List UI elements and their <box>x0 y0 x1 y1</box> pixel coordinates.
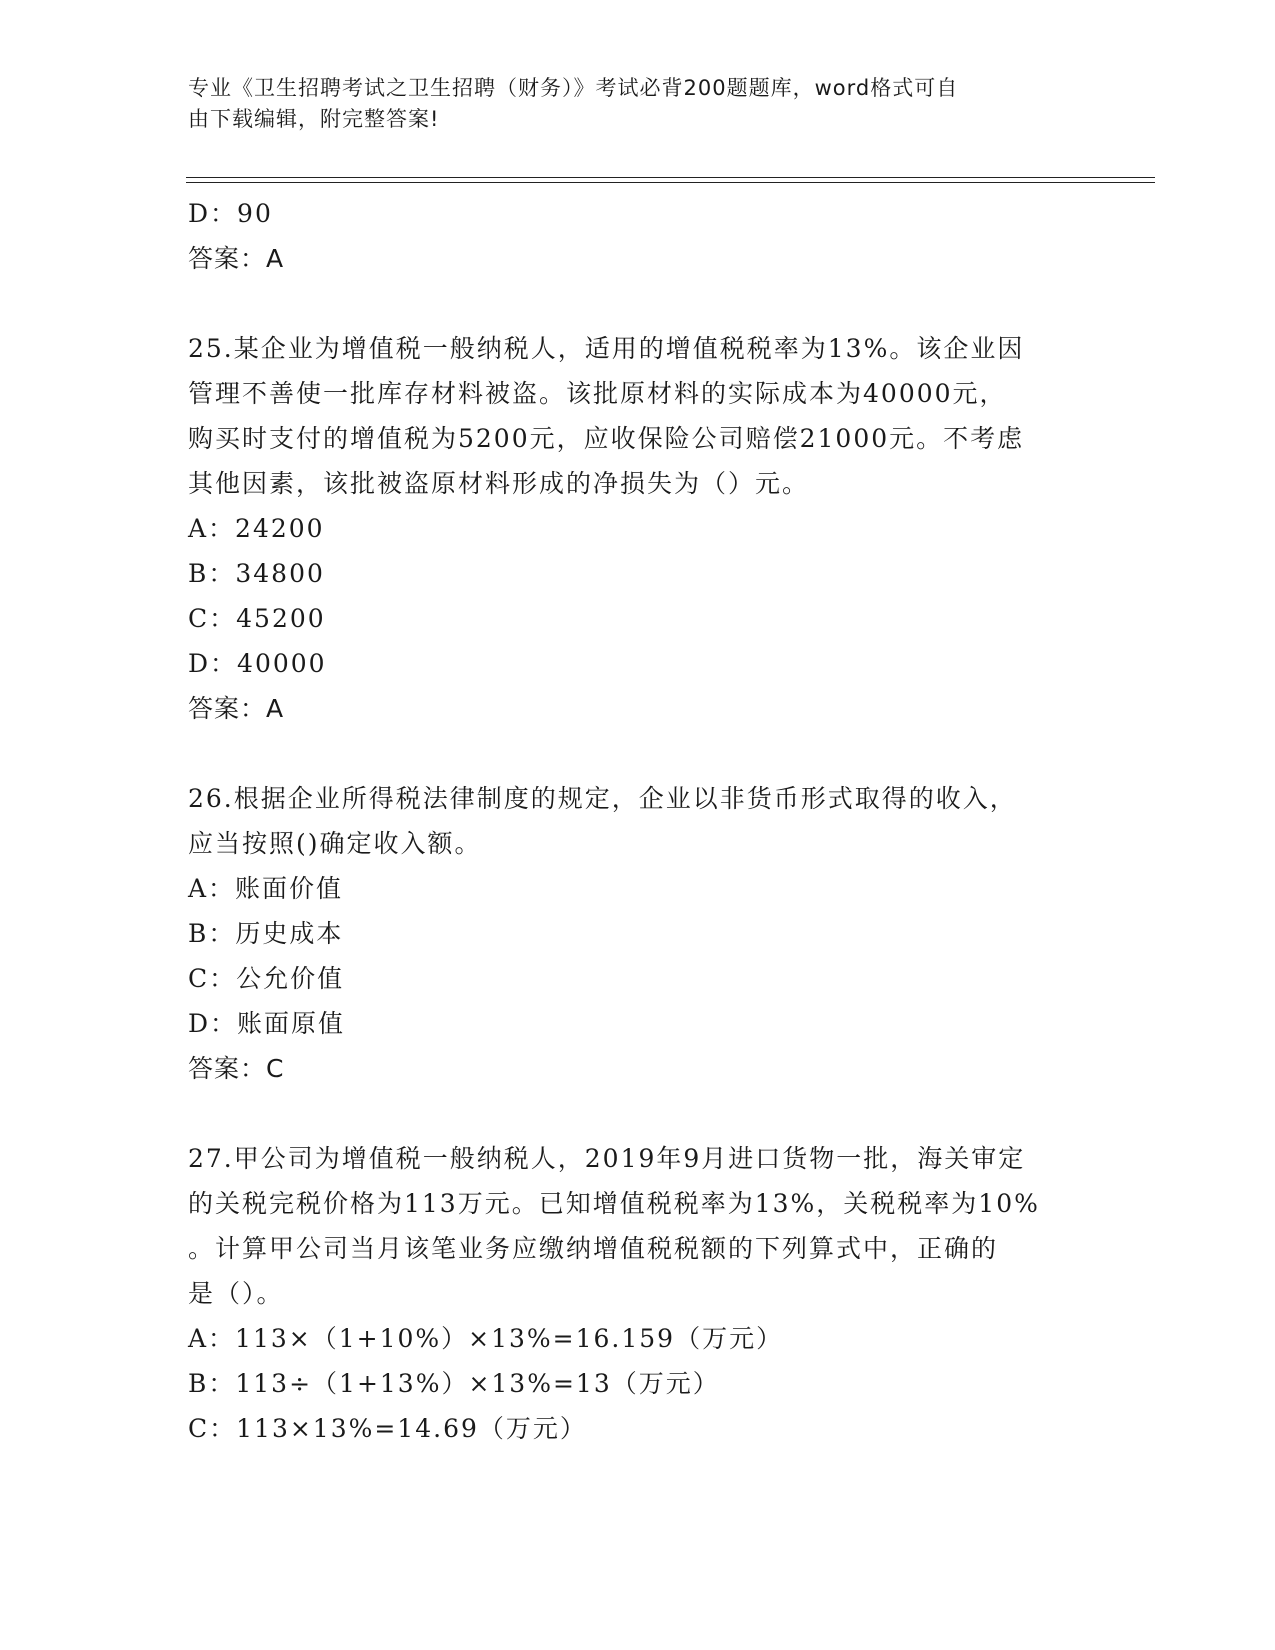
question-26 <box>188 776 1088 1091</box>
option-b: B：历史成本 <box>188 919 344 948</box>
option-a: A：账面价值 <box>188 874 344 903</box>
question-stem-line: 。计算甲公司当月该笔业务应缴纳增值税税额的下列算式中，正确的 <box>188 1234 999 1263</box>
question-25 <box>188 326 1088 731</box>
question-stem-line: 其他因素，该批被盗原材料形成的净损失为（）元。 <box>188 469 810 498</box>
header-divider-bottom <box>186 182 1155 183</box>
question-stem-line: 应当按照()确定收入额。 <box>188 829 482 858</box>
answer-line: 答案：A <box>188 694 285 723</box>
question-stem-line: 是（）。 <box>188 1279 284 1308</box>
option-d: D：40000 <box>188 649 327 678</box>
option-b: B：34800 <box>188 559 325 588</box>
question-stem-line: 26.根据企业所得税法律制度的规定，企业以非货币形式取得的收入， <box>188 784 1017 813</box>
question-stem-line: 的关税完税价格为113万元。已知增值税税率为13%，关税税率为10% <box>188 1189 1040 1218</box>
option-a: A：113×（1+10%）×13%=16.159（万元） <box>188 1324 784 1353</box>
option-c: C：45200 <box>188 604 326 633</box>
option-c: C：113×13%=14.69（万元） <box>188 1414 587 1443</box>
option-c: C：公允价值 <box>188 964 345 993</box>
spacer <box>188 1091 1088 1136</box>
question-27 <box>188 1136 1088 1451</box>
option-d: D：90 <box>188 199 273 228</box>
answer-line: 答案：C <box>188 1054 285 1083</box>
option-b: B：113÷（1+13%）×13%=13（万元） <box>188 1369 720 1398</box>
question-stem-line: 27.甲公司为增值税一般纳税人，2019年9月进口货物一批，海关审定 <box>188 1144 1026 1173</box>
answer-line: 答案：A <box>188 244 285 273</box>
question-stem-line: 购买时支付的增值税为5200元，应收保险公司赔偿21000元。不考虑 <box>188 424 1025 453</box>
header-line-2: 由下载编辑，附完整答案! <box>188 107 440 131</box>
document-body <box>188 191 1088 1451</box>
option-a: A：24200 <box>188 514 325 543</box>
header-divider-top <box>186 177 1155 178</box>
previous-question-tail <box>188 191 1088 281</box>
question-stem-line: 管理不善使一批库存材料被盗。该批原材料的实际成本为40000元， <box>188 379 1007 408</box>
option-d: D：账面原值 <box>188 1009 346 1038</box>
spacer <box>188 281 1088 326</box>
header-line-1: 专业《卫生招聘考试之卫生招聘（财务）》考试必背200题题库，word格式可自 <box>188 76 959 100</box>
spacer <box>188 731 1088 776</box>
question-stem-line: 25.某企业为增值税一般纳税人，适用的增值税税率为13%。该企业因 <box>188 334 1025 363</box>
document-header <box>188 73 1068 135</box>
